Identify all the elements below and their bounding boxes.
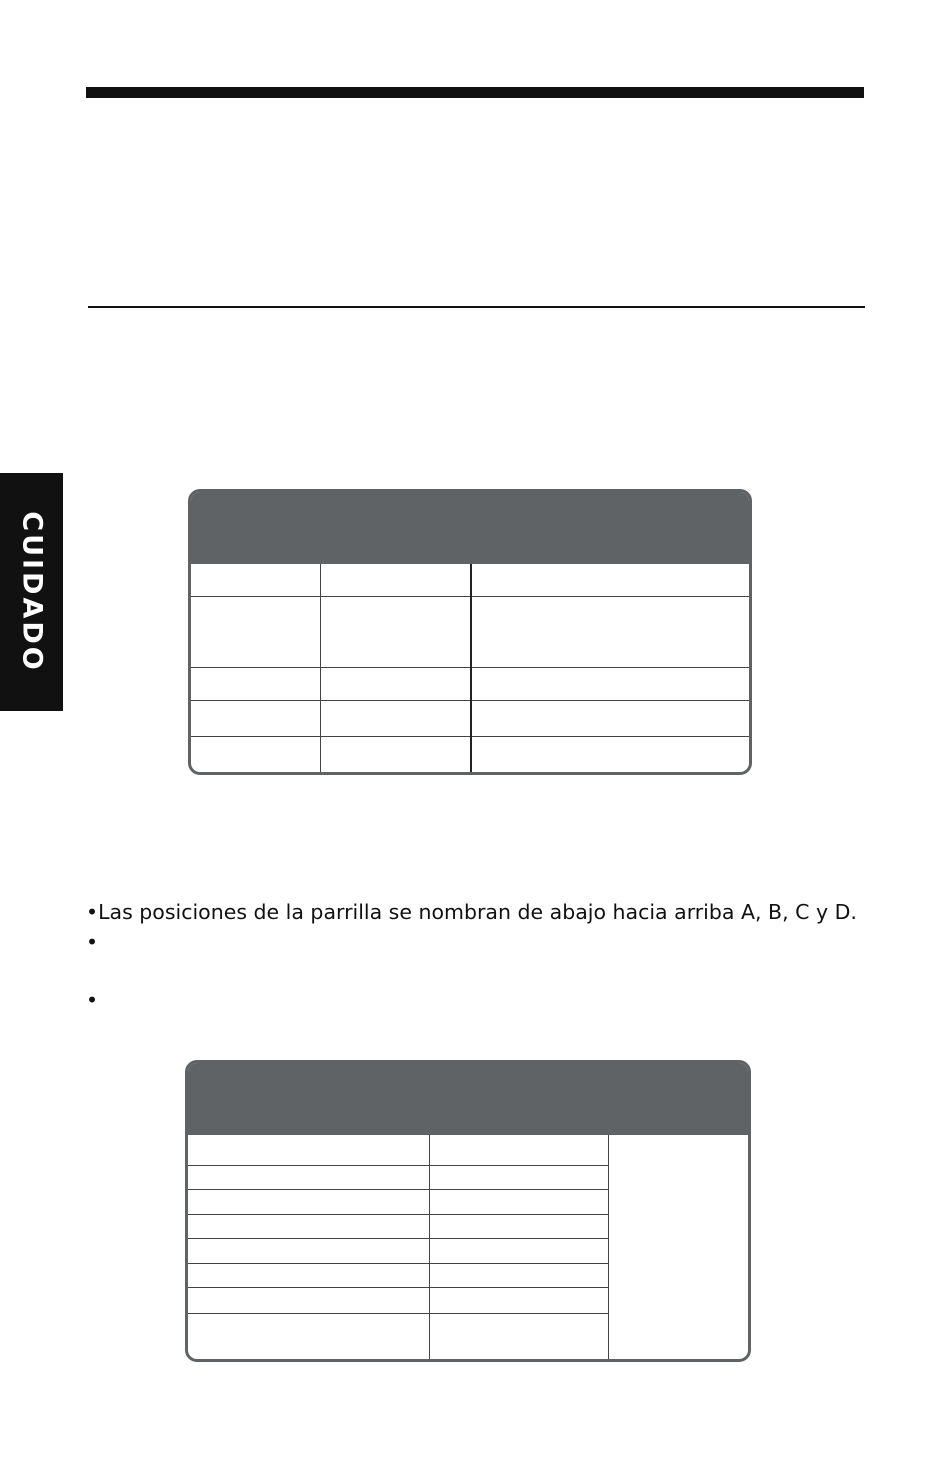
top-rule xyxy=(86,87,864,98)
section-divider xyxy=(88,306,865,308)
table-column-divider xyxy=(429,1135,430,1359)
list-item xyxy=(86,900,857,924)
side-tab-label: CUIDADO xyxy=(16,511,47,673)
table-row xyxy=(188,1165,609,1166)
bullet-marker: • xyxy=(86,930,99,954)
table-1-header xyxy=(191,492,749,564)
table-2-header xyxy=(188,1063,748,1135)
table-row xyxy=(188,1238,609,1239)
table-column-divider xyxy=(320,564,321,772)
list-item xyxy=(86,988,98,1012)
table-column-divider xyxy=(470,564,472,772)
table-row xyxy=(188,1214,609,1215)
table-1 xyxy=(188,489,752,775)
list-item xyxy=(86,930,98,954)
table-row xyxy=(188,1189,609,1190)
bullet-marker: • xyxy=(86,900,99,924)
table-column-divider xyxy=(608,1135,609,1359)
table-row xyxy=(188,1313,609,1314)
table-row xyxy=(188,1287,609,1288)
bullet-text: Las posiciones de la parrilla se nombran de abajo hacia arriba A, B, C y D. xyxy=(98,900,857,924)
table-2 xyxy=(185,1060,751,1362)
table-row xyxy=(188,1263,609,1264)
side-tab xyxy=(0,473,63,711)
bullet-marker: • xyxy=(86,988,99,1012)
